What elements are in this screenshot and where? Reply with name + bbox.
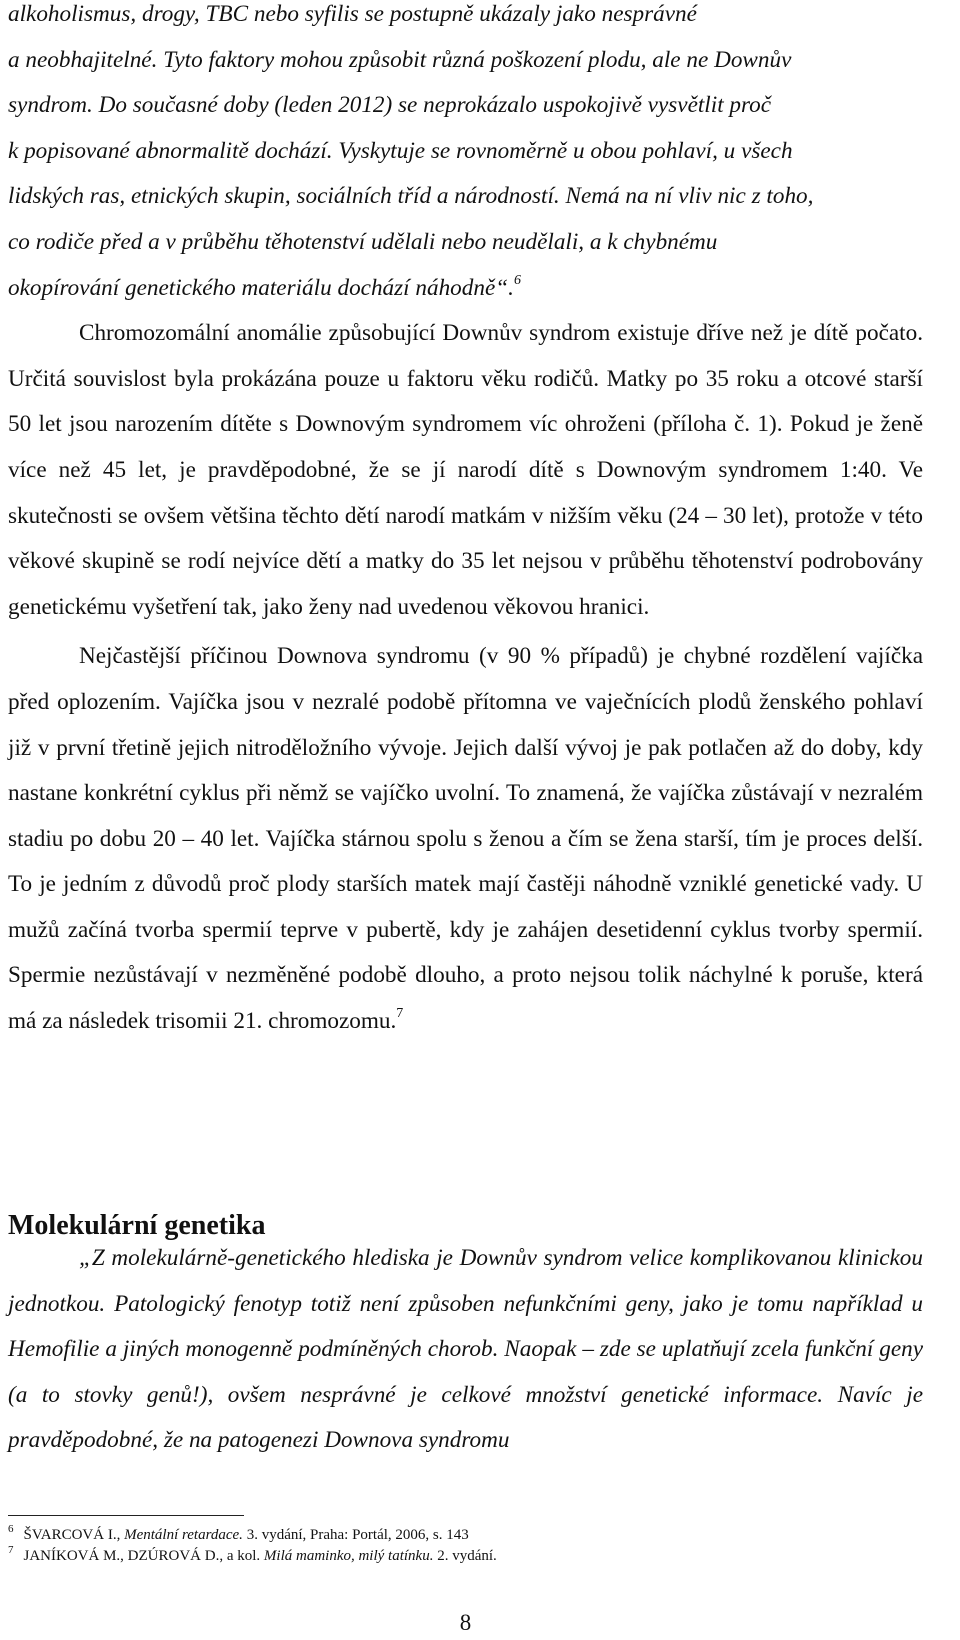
- paragraph-body: Chromozomální anomálie způsobující Downův syndrom existuje dříve než je dítě počato. Určitá souvislost byla prokázána pouze u faktoru věku rodičů. Matky po 35 roku a otcové starší 50 let jsou narozením dítěte s Downovým syndromem víc ohroženi (příloha č. 1). Pokud je ženě více než 45 let, je pravděpodobné, že se jí narodí dítě s Downovým syndromem 1:40. Ve skutečnosti se ovšem většina těchto dětí narodí matkám v nižším věku (24 – 30 let), protože v této věkové skupině se rodí nejvíce dětí a matky do 35 let nejsou v průběhu těhotenství podrobovány genetickému vyšetření tak, jako ženy nad uvedenou věkovou hranici.: [8, 320, 923, 620]
- text-line: okopírování genetického materiálu dochází náhodně“.: [8, 274, 514, 301]
- page-number: 8: [459, 1610, 472, 1635]
- paragraph-body: [8, 634, 923, 1044]
- footnotes: [8, 1525, 923, 1567]
- footnote-author: JANÍKOVÁ M., DZÚROVÁ D., a kol.: [23, 1548, 261, 1564]
- text-line-last: [8, 266, 923, 312]
- footnote-divider: [8, 1515, 244, 1516]
- footnote: [8, 1525, 923, 1546]
- footnote-reference: 7: [396, 1006, 404, 1022]
- footnote: [8, 1546, 923, 1567]
- text-line: co rodiče před a v průběhu těhotenství udělali nebo neudělali, a k chybnému: [8, 228, 718, 255]
- paragraph-quote-2: [8, 1236, 923, 1464]
- footnote-reference: 6: [513, 272, 521, 288]
- footnote-title: Mentální retardace.: [124, 1527, 243, 1543]
- document-page: [8, 0, 923, 1045]
- text-line: a neobhajitelné. Tyto faktory mohou způsobit různá poškození plodu, ale ne Downův: [8, 46, 792, 73]
- paragraph-body: „Z molekulárně-genetického hlediska je Downův syndrom velice komplikovanou klinickou jednotkou. Patologický fenotyp totiž není způsoben nefunkčními geny, jako je tomu například u Hemofilie a jiných monogenně podmíněných chorob. Naopak – zde se uplatňují zcela funkční geny (a to stovky genů!), ovšem nesprávné je celkové množství genetické informace. Navíc je pravděpodobné, že na patogenezi Downova syndromu: [8, 1245, 923, 1454]
- footnote-author: ŠVARCOVÁ I.,: [23, 1527, 121, 1543]
- footnote-details: 3. vydání, Praha: Portál, 2006, s. 143: [246, 1527, 469, 1543]
- section-heading: Molekulární genetika: [8, 1210, 266, 1241]
- paragraph-quote: [8, 0, 923, 311]
- text-line: alkoholismus, drogy, TBC nebo syfilis se postupně ukázaly jako nesprávné: [8, 1, 697, 27]
- text-line: syndrom. Do současné doby (leden 2012) se neprokázalo uspokojivě vysvětlit proč: [8, 92, 772, 119]
- paragraph-text: Nejčastější příčinou Downova syndromu (v 90 % případů) je chybné rozdělení vajíčka před oplozením. Vajíčka jsou v nezralé podobě přítomna ve vaječnících plodů ženského pohlaví již v první třetině jejich nitroděložního vývoje. Jejich další vývoj je pak potlačen až do doby, kdy nastane konkrétní cyklus při němž se vajíčko uvolní. To znamená, že vajíčka zůstávají v nezralém stadiu po dobu 20 – 40 let. Vajíčka stárnou spolu s ženou a čím se žena starší, tím je proces delší. To je jedním z důvodů proč plody starších matek mají častěji náhodně vzniklé genetické vady. U mužů začíná tvorba spermií teprve v pubertě, kdy je zahájen desetidenní cyklus tvorby spermií. Spermie nezůstávají v nezměněné podobě dlouho, a proto nejsou tolik náchylné k poruše, která má za následek trisomii 21. chromozomu.: [8, 643, 923, 1035]
- footnote-title: Milá maminko, milý tatínku.: [263, 1548, 434, 1564]
- text-line: lidských ras, etnických skupin, sociálních tříd a národností. Nemá na ní vliv nic z toho,: [8, 183, 814, 210]
- footnote-details: 2. vydání.: [437, 1548, 497, 1564]
- footnote-number: 6: [8, 1523, 14, 1535]
- text-line: k popisované abnormalitě dochází. Vyskytuje se rovnoměrně u obou pohlaví, u všech: [8, 137, 793, 164]
- footnote-number: 7: [8, 1544, 14, 1556]
